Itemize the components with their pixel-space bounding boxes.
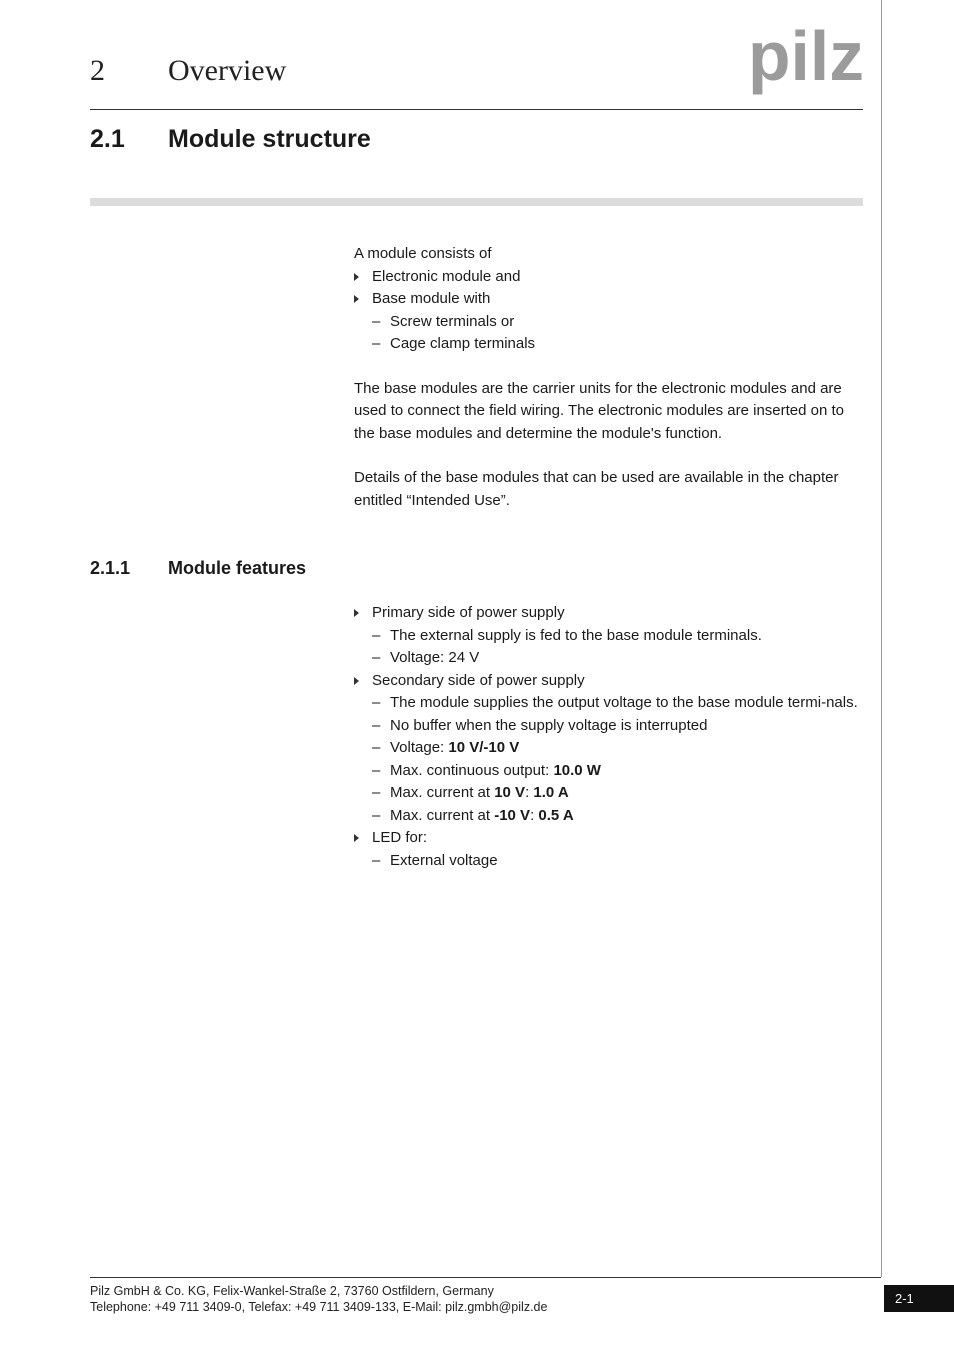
spec-label: Max. current at bbox=[390, 806, 495, 824]
footer-contact: Telephone: +49 711 3409-0, Telefax: +49 711 3409-133, E-Mail: pilz.gmbh@pilz.de bbox=[90, 1300, 548, 1314]
dash-bullet: – bbox=[372, 335, 381, 352]
intro-lead: A module consists of bbox=[354, 245, 492, 262]
section-title: Module structure bbox=[168, 125, 371, 153]
list-item-text: Primary side of power supply bbox=[372, 604, 565, 621]
dash-bullet: – bbox=[372, 649, 381, 666]
dash-bullet: – bbox=[372, 626, 381, 644]
list-item-text: Secondary side of power supply bbox=[372, 671, 585, 689]
sub-list-item bbox=[354, 805, 866, 828]
list-item-text: Electronic module and bbox=[372, 267, 521, 285]
bullet-triangle-icon bbox=[354, 609, 359, 617]
sub-list-item-text: Screw terminals or bbox=[390, 312, 515, 330]
dash-bullet: – bbox=[372, 716, 381, 734]
dash-bullet: – bbox=[372, 784, 381, 801]
sub-list-item bbox=[354, 850, 866, 873]
pilz-logo bbox=[748, 28, 866, 96]
dash-bullet: – bbox=[372, 761, 381, 779]
list-item bbox=[354, 602, 866, 625]
sub-list-item bbox=[354, 311, 866, 334]
list-item bbox=[354, 288, 866, 311]
spec-label: Max. current at bbox=[390, 784, 495, 801]
spec-value: 0.5 A bbox=[538, 806, 574, 824]
intro-paragraph: The base modules are the carrier units for the electronic modules and are used to connect the field wiring. The electronic modules are inserted on to the base modules and determine the module's function. bbox=[354, 379, 845, 442]
dash-bullet: – bbox=[372, 739, 381, 756]
section-number: 2.1 bbox=[90, 125, 125, 153]
spec-separator: : bbox=[530, 806, 539, 824]
sub-list-item bbox=[354, 715, 866, 738]
footer bbox=[90, 1283, 547, 1315]
sub-list-item-text: External voltage bbox=[390, 851, 498, 869]
spec-voltage: 10 V bbox=[494, 784, 526, 801]
sub-list-item-text: The external supply is fed to the base module terminals. bbox=[390, 626, 762, 644]
sub-list-item-text: No buffer when the supply voltage is interrupted bbox=[390, 716, 708, 734]
sub-list-item bbox=[354, 737, 866, 760]
list-item-text: Base module with bbox=[372, 290, 491, 307]
bullet-triangle-icon bbox=[354, 834, 359, 842]
sub-list-item bbox=[354, 625, 866, 648]
sub-list-item-text: Voltage: 24 V bbox=[390, 649, 480, 666]
footer-address: Pilz GmbH & Co. KG, Felix-Wankel-Straße 2, 73760 Ostfildern, Germany bbox=[90, 1284, 494, 1298]
spec-value: 1.0 A bbox=[533, 784, 569, 801]
header-rule bbox=[90, 109, 863, 110]
spec-separator: : bbox=[525, 784, 534, 801]
chapter-number: 2 bbox=[90, 54, 105, 87]
dash-bullet: – bbox=[372, 312, 381, 330]
spec-value: 10.0 W bbox=[553, 761, 601, 779]
page-number: 2-1 bbox=[884, 1285, 954, 1312]
sub-list-item-text: The module supplies the output voltage to the base module termi-nals. bbox=[390, 694, 858, 711]
features-block bbox=[354, 602, 866, 872]
sub-list-item bbox=[354, 782, 866, 805]
dash-bullet: – bbox=[372, 694, 381, 711]
chapter-title: Overview bbox=[168, 54, 287, 87]
bullet-triangle-icon bbox=[354, 273, 359, 281]
dash-bullet: – bbox=[372, 806, 381, 824]
spec-label: Voltage: bbox=[390, 739, 449, 756]
bullet-triangle-icon bbox=[354, 295, 359, 303]
subsection-number: 2.1.1 bbox=[90, 558, 131, 578]
list-item-text: LED for: bbox=[372, 829, 428, 846]
list-item bbox=[354, 827, 866, 850]
right-margin-rule bbox=[881, 0, 882, 1277]
list-item bbox=[354, 266, 866, 289]
intro-paragraph: Details of the base modules that can be used are available in the chapter entitled “Intended Use”. bbox=[354, 469, 839, 509]
dash-bullet: – bbox=[372, 851, 381, 869]
sub-list-item bbox=[354, 692, 866, 715]
intro-block bbox=[354, 243, 866, 512]
sub-list-item bbox=[354, 647, 866, 670]
sub-list-item bbox=[354, 760, 866, 783]
spec-label: Max. continuous output: bbox=[390, 761, 554, 779]
spec-voltage: -10 V bbox=[494, 806, 531, 824]
pilz-logo-text: pilz bbox=[748, 28, 864, 95]
sub-list-item bbox=[354, 333, 866, 356]
footer-rule bbox=[90, 1277, 881, 1278]
section-divider-band bbox=[90, 198, 863, 206]
sub-list-item-text: Cage clamp terminals bbox=[390, 335, 536, 352]
list-item bbox=[354, 670, 866, 693]
spec-value: 10 V/-10 V bbox=[448, 739, 520, 756]
bullet-triangle-icon bbox=[354, 677, 359, 685]
subsection-title: Module features bbox=[168, 558, 307, 578]
